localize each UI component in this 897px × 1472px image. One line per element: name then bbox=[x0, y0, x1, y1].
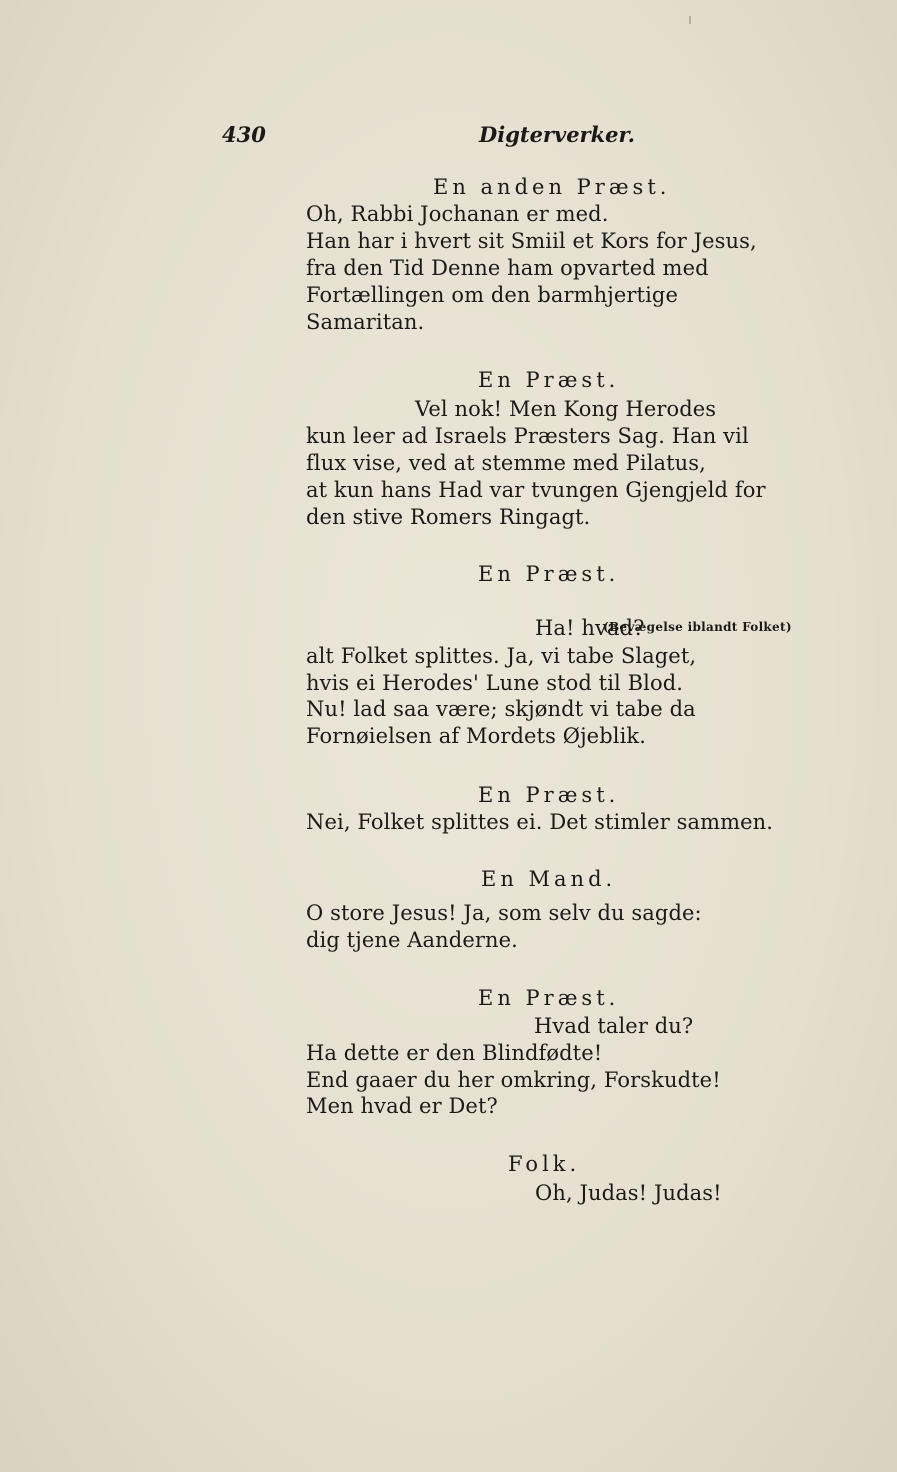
verse-line: den stive Romers Ringagt. bbox=[306, 505, 591, 529]
speaker-label: En Præst. bbox=[478, 783, 620, 807]
verse-line: Fornøielsen af Mordets Øjeblik. bbox=[306, 724, 646, 748]
verse-line: Fortællingen om den barmhjertige bbox=[306, 283, 678, 307]
verse-line: fra den Tid Denne ham opvarted med bbox=[306, 256, 709, 280]
running-title: Digterverker. bbox=[479, 122, 635, 147]
verse-line: Samaritan. bbox=[306, 310, 425, 334]
verse-line: O store Jesus! Ja, som selv du sagde: bbox=[306, 901, 702, 925]
verse-line: Oh, Rabbi Jochanan er med. bbox=[306, 202, 609, 226]
verse-line: hvis ei Herodes' Lune stod til Blod. bbox=[306, 671, 684, 695]
verse-line: Ha! hvad? bbox=[535, 616, 645, 640]
verse-line: dig tjene Aanderne. bbox=[306, 928, 518, 952]
speaker-label: En anden Præst. bbox=[433, 175, 671, 199]
speaker-label: En Præst. bbox=[478, 368, 620, 392]
speaker-label: En Mand. bbox=[481, 867, 617, 891]
page-number: 430 bbox=[222, 122, 266, 147]
verse-line: Hvad taler du? bbox=[534, 1014, 694, 1038]
speaker-label: En Præst. bbox=[478, 562, 620, 586]
verse-line: Han har i hvert sit Smiil et Kors for Jesus, bbox=[306, 229, 757, 253]
verse-line: Nei, Folket splittes ei. Det stimler sammen. bbox=[306, 810, 774, 834]
verse-line: Nu! lad saa være; skjøndt vi tabe da bbox=[306, 697, 696, 721]
verse-line: Oh, Judas! Judas! bbox=[535, 1181, 722, 1205]
verse-line: at kun hans Had var tvungen Gjengjeld for bbox=[306, 478, 766, 502]
verse-line: Men hvad er Det? bbox=[306, 1094, 498, 1118]
verse-line: flux vise, ved at stemme med Pilatus, bbox=[306, 451, 706, 475]
speaker-label: Folk. bbox=[508, 1152, 581, 1176]
paper-speck bbox=[689, 16, 691, 24]
verse-line: kun leer ad Israels Præsters Sag. Han vil bbox=[306, 424, 749, 448]
speaker-label: En Præst. bbox=[478, 986, 620, 1010]
verse-line: Ha dette er den Blindfødte! bbox=[306, 1041, 603, 1065]
verse-line: alt Folket splittes. Ja, vi tabe Slaget, bbox=[306, 644, 697, 668]
verse-line: Vel nok! Men Kong Herodes bbox=[415, 397, 717, 421]
stage-direction: (Bevægelse iblandt Folket) bbox=[603, 620, 792, 634]
verse-line: End gaaer du her omkring, Forskudte! bbox=[306, 1068, 721, 1092]
